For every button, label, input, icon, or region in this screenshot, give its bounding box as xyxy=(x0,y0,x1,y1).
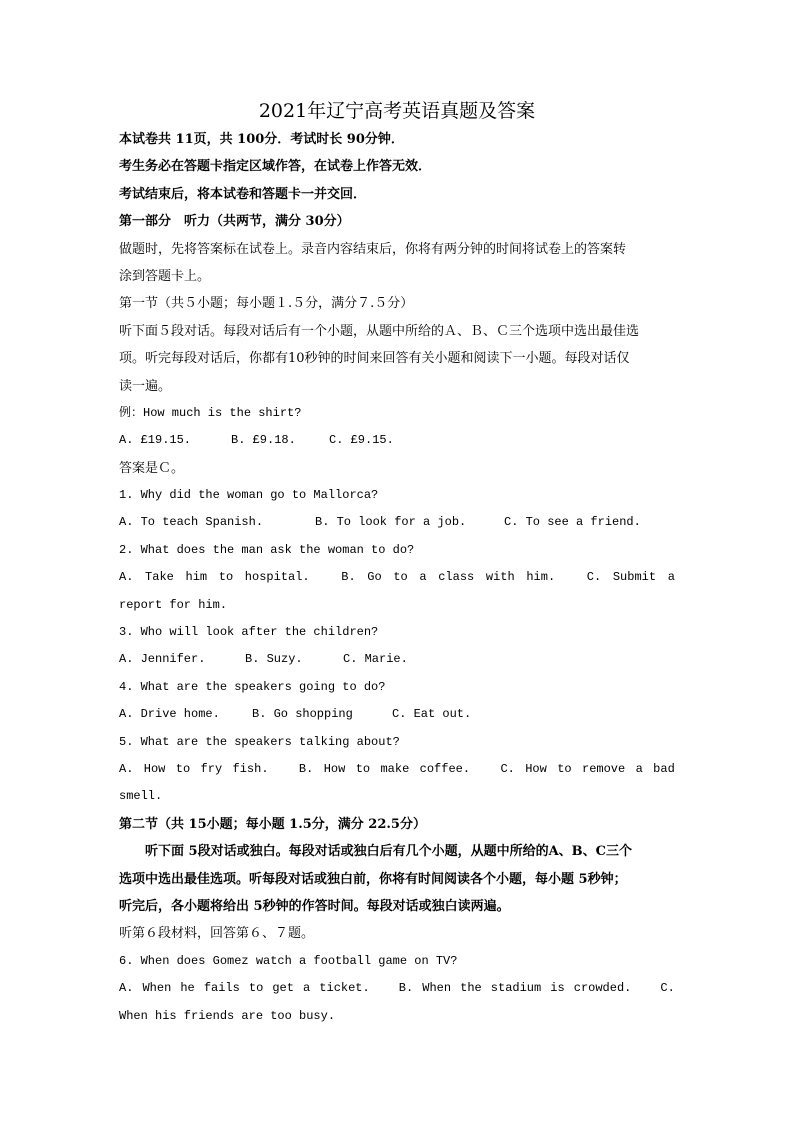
q6-word: B. xyxy=(398,981,414,996)
q6-word: crowded. xyxy=(573,981,632,996)
q6-word: a xyxy=(303,981,311,996)
q6-word: stadium xyxy=(490,981,542,996)
q3-question: 3. Who will look after the children? xyxy=(119,625,379,640)
part1-instructions-line-1: 做题时，先将答案标在试卷上。录音内容结束后，你将有两分钟的时间将试卷上的答案转 xyxy=(119,241,627,257)
q5-question: 5. What are the speakers talking about? xyxy=(119,734,400,749)
example-question: 例：How much is the shirt? xyxy=(119,405,302,420)
section2-material-note: 听第６段材料，回答第６、７题。 xyxy=(119,926,315,942)
q2-word: with xyxy=(485,570,515,585)
q5-word: fish. xyxy=(232,761,269,776)
q2-word: B. xyxy=(341,570,356,585)
q6-word: get xyxy=(272,981,294,996)
q5-word: a xyxy=(635,761,643,776)
q3-option-c: C. Marie. xyxy=(343,652,408,667)
q5-word: fry xyxy=(200,761,223,776)
q5-word: A. xyxy=(119,761,134,776)
section1-heading: 第一节（共５小题；每小题１.５分，满分７.５分） xyxy=(119,296,414,312)
q6-word: When xyxy=(422,981,452,996)
section1-instructions-line-2: 项。听完每段对话后，你都有10秒钟的时间来回答有关小题和阅读下一小题。每段对话仅 xyxy=(119,351,630,367)
example-options xyxy=(119,427,675,454)
q2-word: A. xyxy=(119,570,134,585)
exam-info-submit: 考试结束后，将本试卷和答题卡一并交回． xyxy=(119,186,367,202)
q5-word: How xyxy=(525,761,547,776)
document-content xyxy=(119,98,675,1030)
q5-word: to xyxy=(557,761,572,776)
q6-word: fails xyxy=(203,981,240,996)
q5-word: How xyxy=(323,761,346,776)
q6-word: to xyxy=(248,981,264,996)
q5-word: C. xyxy=(500,761,515,776)
q6-word: is xyxy=(550,981,565,996)
section1-instructions-line-3: 读一遍。 xyxy=(119,378,172,394)
example-option-b: B. £9.18. xyxy=(231,433,296,448)
q2-word: hospital. xyxy=(244,570,310,585)
section2-heading: 第二节（共 15小题；每小题 1.5分，满分 22.5分） xyxy=(119,816,426,832)
section1-instructions-line-1: 听下面５段对话。每段对话后有一个小题，从题中所给的Ａ、Ｂ、Ｃ三个选项中选出最佳选 xyxy=(119,323,640,339)
example-option-a: A. £19.15. xyxy=(119,433,192,448)
q6-word: ticket. xyxy=(319,981,370,996)
exam-info-answer-area: 考生务必在答题卡指定区域作答，在试卷上作答无效． xyxy=(119,159,432,175)
q4-question: 4. What are the speakers going to do? xyxy=(119,679,386,694)
q1-question: 1. Why did the woman go to Mallorca? xyxy=(119,488,379,503)
q5-word: to xyxy=(355,761,371,776)
q2-options-line-2: report for him. xyxy=(119,597,228,612)
part1-heading: 第一部分 听力（共两节，满分 30分） xyxy=(119,214,350,230)
q2-word: a xyxy=(419,570,427,585)
q6-options-line-1 xyxy=(119,975,675,1002)
example-answer: 答案是Ｃ。 xyxy=(119,460,185,476)
q2-word: him. xyxy=(526,570,556,585)
q3-option-b: B. Suzy. xyxy=(245,652,303,667)
q5-word: remove xyxy=(582,761,626,776)
q3-options xyxy=(119,646,675,673)
q6-word: A. xyxy=(119,981,134,996)
q2-question: 2. What does the man ask the woman to do? xyxy=(119,542,415,557)
example-option-c: C. £9.15. xyxy=(329,433,394,448)
q5-word: to xyxy=(175,761,191,776)
q5-word: coffee. xyxy=(419,761,471,776)
section2-instructions-line-2: 选项中选出最佳选项。听每段对话或独白前，你将有时间阅读各个小题，每小题 5秒钟； xyxy=(119,871,627,887)
q4-option-b: B. Go shopping xyxy=(252,707,353,722)
q6-word: the xyxy=(460,981,482,996)
q4-options xyxy=(119,701,675,728)
q1-option-a: A. To teach Spanish. xyxy=(119,515,264,530)
q2-word: Take xyxy=(145,570,174,585)
q1-option-b: B. To look for a job. xyxy=(315,515,467,530)
q3-option-a: A. Jennifer. xyxy=(119,652,206,667)
q5-options-line-1 xyxy=(119,756,675,783)
q5-word: B. xyxy=(298,761,314,776)
q6-question: 6. When does Gomez watch a football game on TV? xyxy=(119,953,458,968)
q1-options xyxy=(119,509,675,536)
exam-info-pages: 本试卷共 11页，共 100分．考试时长 90分钟． xyxy=(119,132,404,147)
part1-instructions-line-2: 涂到答题卡上。 xyxy=(119,268,211,284)
q2-word: Go xyxy=(367,570,382,585)
q2-options-line-1 xyxy=(119,564,675,591)
q2-word: to xyxy=(218,570,234,585)
q5-word: make xyxy=(380,761,410,776)
q4-option-a: A. Drive home. xyxy=(119,707,220,722)
section2-instructions-line-3: 听完后，各小题将给出 5秒钟的作答时间。每段对话或独白读两遍。 xyxy=(119,898,510,914)
q5-word: How xyxy=(143,761,166,776)
q1-option-c: C. To see a friend. xyxy=(504,515,641,530)
q6-word: he xyxy=(180,981,195,996)
q2-word: C. xyxy=(586,570,602,585)
document-title: 2021年辽宁高考英语真题及答案 xyxy=(258,100,536,122)
section2-instructions-line-1: 听下面 5段对话或独白。每段对话或独白后有几个小题，从题中所给的A、B、C三个 xyxy=(145,844,632,860)
q2-word: him xyxy=(185,570,208,585)
q6-options-line-2: When his friends are too busy. xyxy=(119,1008,336,1023)
q6-word: When xyxy=(142,981,172,996)
q2-word: a xyxy=(667,570,675,585)
q6-word: C. xyxy=(660,981,675,996)
q5-options-line-2: smell. xyxy=(119,789,163,804)
q4-option-c: C. Eat out. xyxy=(392,707,472,722)
q2-word: to xyxy=(393,570,408,585)
q2-word: Submit xyxy=(612,570,657,585)
q2-word: class xyxy=(438,570,475,585)
q5-word: bad xyxy=(653,761,675,776)
